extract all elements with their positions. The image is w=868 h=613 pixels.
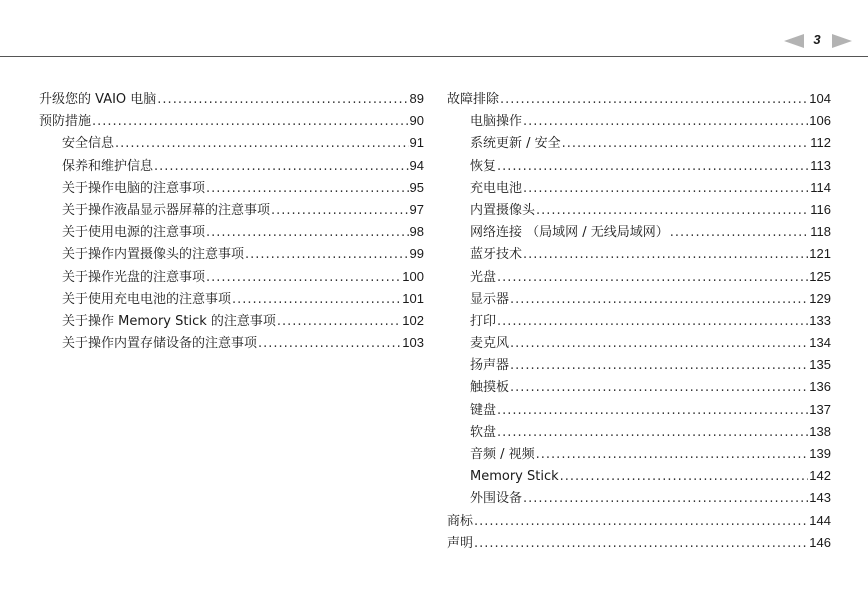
toc-entry-page-number: 102 bbox=[402, 312, 424, 328]
dot-leader bbox=[536, 200, 809, 222]
toc-entry[interactable] bbox=[447, 155, 831, 177]
dot-leader bbox=[497, 422, 808, 444]
toc-entry[interactable] bbox=[447, 532, 831, 554]
toc-entry-page-number: 133 bbox=[809, 312, 831, 328]
toc-entry-page-number: 137 bbox=[809, 401, 831, 417]
toc-entry-title: 关于使用充电电池的注意事项 bbox=[62, 291, 232, 307]
toc-entry-title: 电脑操作 bbox=[470, 114, 523, 130]
dot-leader bbox=[497, 156, 809, 178]
toc-right-column bbox=[447, 88, 831, 554]
dot-leader bbox=[523, 178, 809, 200]
dot-leader bbox=[497, 267, 808, 289]
toc-entry-page-number: 116 bbox=[810, 201, 831, 217]
toc-entry-page-number: 90 bbox=[409, 113, 424, 129]
toc-entry-page-number: 91 bbox=[409, 135, 424, 151]
dot-leader bbox=[157, 89, 408, 111]
toc-entry-title: 预防措施 bbox=[39, 114, 92, 130]
dot-leader bbox=[232, 289, 401, 311]
toc-entry[interactable] bbox=[447, 510, 831, 532]
toc-entry-title: 关于使用电源的注意事项 bbox=[62, 225, 206, 241]
toc-entry[interactable] bbox=[447, 110, 831, 132]
dot-leader bbox=[92, 111, 409, 133]
toc-entry[interactable] bbox=[447, 399, 831, 421]
toc-entry-page-number: 114 bbox=[810, 179, 831, 195]
toc-entry[interactable] bbox=[39, 110, 424, 132]
toc-entry-title: 蓝牙技术 bbox=[470, 247, 523, 263]
toc-entry[interactable] bbox=[447, 487, 831, 509]
toc-entry-page-number: 135 bbox=[809, 357, 831, 373]
toc-entry[interactable] bbox=[447, 88, 831, 110]
toc-entry-title: 光盘 bbox=[470, 269, 497, 285]
dot-leader bbox=[474, 511, 808, 533]
toc-entry-title: 关于操作液晶显示器屏幕的注意事项 bbox=[62, 202, 271, 218]
dot-leader bbox=[497, 311, 808, 333]
toc-entry[interactable] bbox=[39, 132, 424, 154]
toc-entry-title: 声明 bbox=[447, 535, 474, 551]
toc-entry-title: 保养和维护信息 bbox=[62, 158, 154, 174]
dot-leader bbox=[510, 355, 808, 377]
toc-entry-page-number: 99 bbox=[409, 246, 424, 262]
toc-entry-title: 外围设备 bbox=[470, 491, 523, 507]
toc-entry[interactable] bbox=[39, 310, 424, 332]
dot-leader bbox=[510, 377, 808, 399]
dot-leader bbox=[670, 222, 809, 244]
toc-entry-page-number: 134 bbox=[809, 335, 831, 351]
toc-entry-page-number: 106 bbox=[809, 113, 831, 129]
toc-entry[interactable] bbox=[447, 288, 831, 310]
toc-entry-title: 故障排除 bbox=[447, 92, 500, 107]
dot-leader bbox=[536, 444, 809, 466]
toc-entry[interactable] bbox=[447, 310, 831, 332]
toc-entry-page-number: 139 bbox=[809, 446, 831, 461]
toc-entry-title: 关于操作 Memory Stick 的注意事项 bbox=[62, 313, 276, 329]
toc-entry-page-number: 103 bbox=[402, 335, 424, 351]
toc-entry-page-number: 89 bbox=[409, 91, 424, 106]
toc-entry-title: 关于操作电脑的注意事项 bbox=[62, 180, 206, 196]
toc-entry-page-number: 100 bbox=[402, 268, 424, 284]
dot-leader bbox=[154, 156, 409, 178]
dot-leader bbox=[562, 133, 810, 155]
toc-entry-page-number: 98 bbox=[409, 224, 424, 240]
toc-entry[interactable] bbox=[447, 443, 831, 465]
toc-entry-page-number: 142 bbox=[809, 468, 831, 484]
dot-leader bbox=[206, 267, 401, 289]
toc-entry-page-number: 129 bbox=[809, 290, 831, 306]
dot-leader bbox=[245, 244, 409, 266]
toc-entry-title: 软盘 bbox=[470, 424, 497, 440]
dot-leader bbox=[523, 244, 808, 266]
toc-entry-title: 升级您的 VAIO 电脑 bbox=[39, 92, 157, 107]
next-page-arrow-icon[interactable] bbox=[832, 34, 852, 48]
dot-leader bbox=[560, 466, 809, 488]
toc-entry[interactable] bbox=[447, 376, 831, 398]
toc-entry-title: 触摸板 bbox=[470, 380, 510, 396]
toc-entry-title: 安全信息 bbox=[62, 136, 115, 152]
toc-entry[interactable] bbox=[447, 465, 831, 487]
toc-entry-title: 键盘 bbox=[470, 402, 497, 418]
dot-leader bbox=[206, 222, 409, 244]
toc-left-column bbox=[39, 88, 424, 354]
dot-leader bbox=[523, 111, 808, 133]
toc-entry-page-number: 138 bbox=[809, 423, 831, 439]
dot-leader bbox=[206, 178, 409, 200]
toc-entry[interactable] bbox=[39, 155, 424, 177]
toc-entry-title: 商标 bbox=[447, 513, 474, 529]
toc-entry-title: 充电电池 bbox=[470, 180, 523, 196]
dot-leader bbox=[258, 333, 401, 355]
toc-entry-page-number: 136 bbox=[809, 379, 831, 395]
toc-entry[interactable] bbox=[447, 132, 831, 154]
toc-entry-title: 内置摄像头 bbox=[470, 202, 536, 218]
toc-entry[interactable] bbox=[447, 421, 831, 443]
toc-entry[interactable] bbox=[447, 199, 831, 221]
toc-entry-page-number: 118 bbox=[810, 224, 831, 240]
toc-entry[interactable] bbox=[39, 88, 424, 110]
toc-entry[interactable] bbox=[39, 266, 424, 288]
dot-leader bbox=[523, 488, 808, 510]
toc-entry-page-number: 95 bbox=[409, 179, 424, 195]
dot-leader bbox=[277, 311, 401, 333]
dot-leader bbox=[500, 89, 808, 111]
toc-entry[interactable] bbox=[447, 221, 831, 243]
toc-entry-title: 打印 bbox=[470, 313, 497, 329]
dot-leader bbox=[510, 333, 808, 355]
toc-entry-title: 关于操作内置摄像头的注意事项 bbox=[62, 247, 245, 263]
page-number: 3 bbox=[813, 32, 821, 47]
page-header bbox=[0, 0, 868, 57]
toc-entry-page-number: 101 bbox=[402, 290, 424, 306]
toc-entry-page-number: 144 bbox=[809, 512, 831, 528]
toc-entry-page-number: 146 bbox=[809, 534, 831, 550]
toc-entry-page-number: 143 bbox=[809, 490, 831, 506]
toc-entry-page-number: 113 bbox=[810, 157, 831, 173]
dot-leader bbox=[497, 400, 808, 422]
toc-entry-page-number: 97 bbox=[409, 201, 424, 217]
toc-entry[interactable] bbox=[39, 199, 424, 221]
toc-entry[interactable] bbox=[447, 354, 831, 376]
toc-entry-title: 系统更新 / 安全 bbox=[470, 136, 561, 152]
toc-entry-title: Memory Stick bbox=[470, 469, 559, 485]
toc-entry-title: 扬声器 bbox=[470, 358, 510, 374]
toc-entry[interactable] bbox=[447, 243, 831, 265]
dot-leader bbox=[474, 533, 808, 555]
toc-entry-title: 关于操作内置存储设备的注意事项 bbox=[62, 336, 258, 352]
toc-entry[interactable] bbox=[39, 243, 424, 265]
toc-entry-page-number: 104 bbox=[809, 91, 831, 106]
toc-entry[interactable] bbox=[39, 177, 424, 199]
toc-entry-page-number: 94 bbox=[409, 157, 424, 173]
dot-leader bbox=[510, 289, 808, 311]
toc-entry-page-number: 121 bbox=[809, 246, 831, 262]
toc-entry-page-number: 125 bbox=[809, 268, 831, 284]
toc-entry-page-number: 112 bbox=[810, 135, 831, 151]
toc-entry[interactable] bbox=[447, 266, 831, 288]
toc-entry[interactable] bbox=[447, 177, 831, 199]
toc-entry[interactable] bbox=[39, 332, 424, 354]
toc-entry[interactable] bbox=[39, 221, 424, 243]
toc-entry-title: 音频 / 视频 bbox=[470, 447, 535, 462]
previous-page-arrow-icon[interactable] bbox=[784, 34, 804, 48]
toc-entry[interactable] bbox=[39, 288, 424, 310]
toc-entry-title: 显示器 bbox=[470, 291, 510, 307]
toc-entry-title: 网络连接 （局域网 / 无线局域网） bbox=[470, 225, 669, 241]
toc-entry[interactable] bbox=[447, 332, 831, 354]
dot-leader bbox=[271, 200, 409, 222]
toc-entry-title: 麦克风 bbox=[470, 336, 510, 352]
dot-leader bbox=[115, 133, 409, 155]
header-divider bbox=[0, 56, 868, 57]
toc-entry-title: 恢复 bbox=[470, 158, 497, 174]
toc-entry-title: 关于操作光盘的注意事项 bbox=[62, 269, 206, 285]
